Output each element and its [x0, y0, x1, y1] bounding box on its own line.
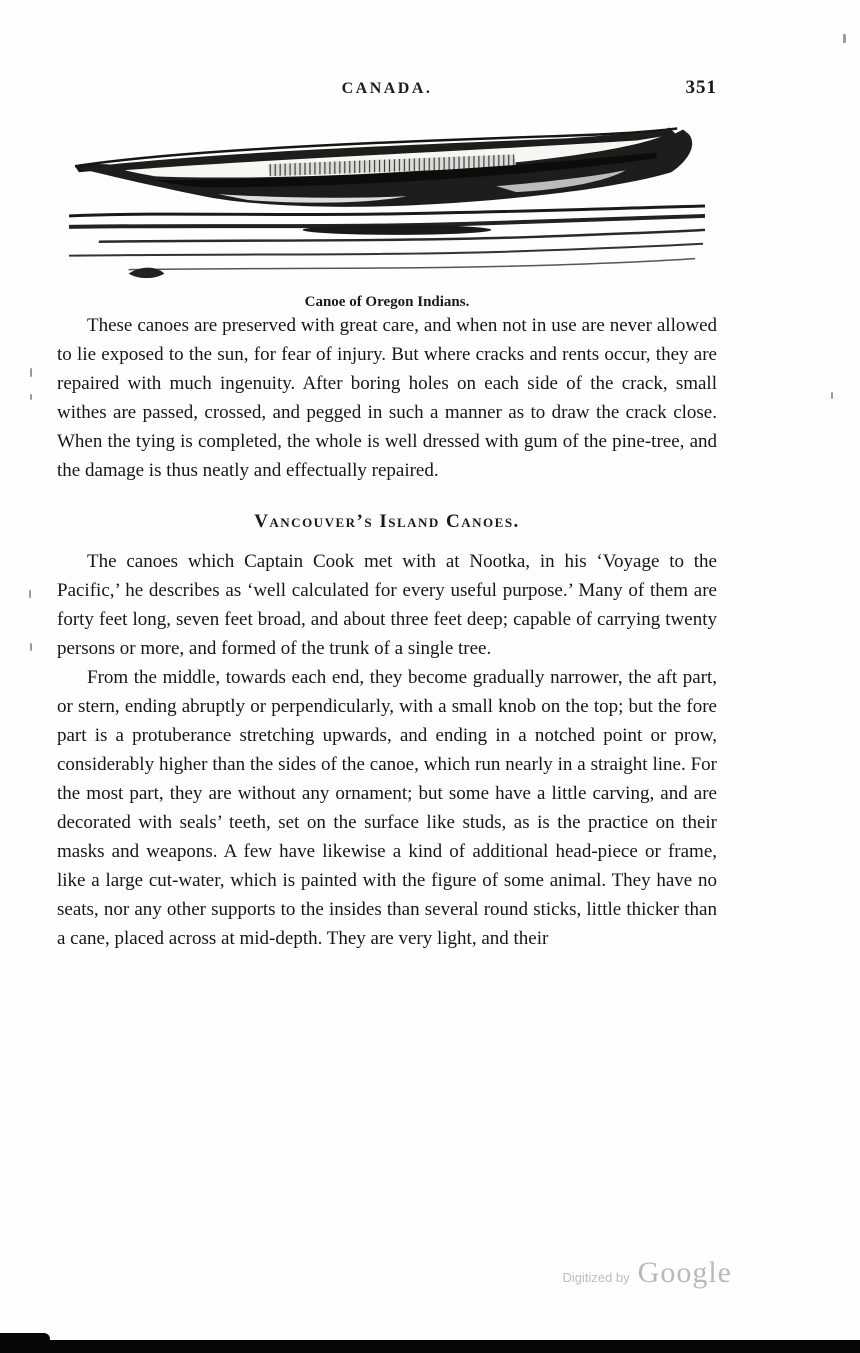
- section-heading: Vancouver’s Island Canoes.: [254, 511, 520, 532]
- canoe-illustration: [69, 124, 705, 289]
- scan-artifact: [843, 34, 846, 43]
- book-page-content: [57, 0, 717, 953]
- scan-artifact: [831, 392, 833, 399]
- scan-artifact: [29, 590, 31, 598]
- paragraph-canoe-shape: From the middle, towards each end, they become gradually narrower, the aft part, or stern, ending abruptly or perpendicularly, with a small knob on the top; but the fore part is a protuberance stretching upwards, and ending in a notched point or prow, considerably higher than the sides of the canoe, which run nearly in a straight line. For the most part, they are without any ornament; but some have a little carving, and are decorated with seals’ teeth, set on the surface like studs, as is the practice on their masks and weapons. A few have likewise a kind of additional head-piece or frame, like a large cut-water, which is painted with the figure of some animal. They have no seats, nor any other supports to the insides than several round sticks, little thicker than a cane, placed across at mid-depth. They are very light, and their: [57, 667, 717, 949]
- scan-artifact: [30, 643, 32, 651]
- page-number: 351: [685, 77, 717, 98]
- page-header: [57, 77, 717, 108]
- figure-caption: Canoe of Oregon Indians.: [304, 294, 470, 310]
- canoe-figure: [57, 124, 717, 311]
- google-logo: Google: [637, 1256, 732, 1289]
- paragraph-cook-nootka: The canoes which Captain Cook met with at Nootka, in his ‘Voyage to the Pacific,’ he describes as ‘well calculated for every useful purpose.’ Many of them are forty feet long, seven feet broad, and about three feet deep; capable of carrying twenty persons or more, and formed of the trunk of a single tree.: [57, 551, 717, 659]
- watermark-text: Digitized by: [562, 1270, 630, 1285]
- scan-artifact: [30, 368, 32, 377]
- scan-edge: [0, 1340, 860, 1353]
- scan-artifact: [30, 394, 32, 400]
- running-title: CANADA.: [341, 80, 433, 97]
- paragraph-canoe-care: These canoes are preserved with great care, and when not in use are never allowed to lie exposed to the sun, for fear of injury. But where cracks and rents occur, they are repaired with much ingenuity. After boring holes on each side of the crack, small withes are passed, crossed, and pegged in such a manner as to draw the crack close. When the tying is completed, the whole is well dressed with gum of the pine-tree, and the damage is thus neatly and effectually repaired.: [57, 315, 717, 481]
- digitization-watermark: [562, 1256, 732, 1290]
